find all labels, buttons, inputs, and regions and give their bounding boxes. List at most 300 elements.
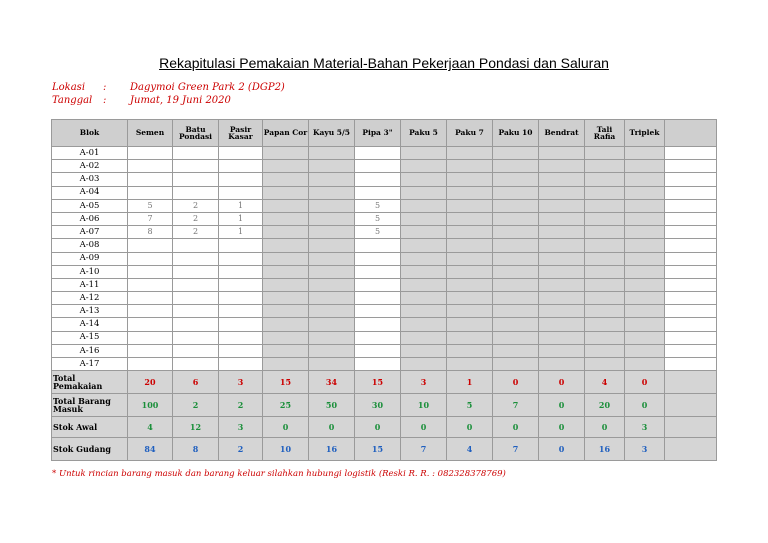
empty-cell xyxy=(665,186,717,199)
empty-cell xyxy=(401,358,447,371)
empty-cell xyxy=(665,239,717,252)
column-header: Tali Rafia xyxy=(585,120,625,147)
empty-cell xyxy=(665,318,717,331)
footnote: * Untuk rincian barang masuk dan barang keluar silahkan hubungi logistik (Reski R. R. : 082328378769) xyxy=(52,469,506,479)
empty-cell xyxy=(401,199,447,212)
empty-cell xyxy=(665,252,717,265)
empty-cell xyxy=(263,344,309,357)
empty-cell xyxy=(263,173,309,186)
cell-semen xyxy=(128,173,173,186)
summary-value: 30 xyxy=(355,394,401,417)
empty-cell xyxy=(401,239,447,252)
cell-pasir xyxy=(219,358,263,371)
summary-value: 2 xyxy=(219,394,263,417)
table-row xyxy=(52,252,717,265)
empty-cell xyxy=(539,305,585,318)
page-title: Rekapitulasi Pemakaian Material-Bahan Pekerjaan Pondasi dan Saluran xyxy=(159,55,609,71)
empty-cell xyxy=(401,252,447,265)
cell-batu: 2 xyxy=(173,226,219,239)
empty-cell xyxy=(447,278,493,291)
empty-cell xyxy=(309,278,355,291)
summary-value: 0 xyxy=(539,417,585,438)
empty-cell xyxy=(539,344,585,357)
empty-cell xyxy=(539,265,585,278)
summary-value: 5 xyxy=(447,394,493,417)
cell-blok: A-17 xyxy=(52,358,128,371)
empty-cell xyxy=(625,252,665,265)
empty-cell xyxy=(493,252,539,265)
table-row xyxy=(52,265,717,278)
empty-cell xyxy=(493,265,539,278)
column-header: Paku 7 xyxy=(447,120,493,147)
cell-pipa xyxy=(355,160,401,173)
cell-batu xyxy=(173,186,219,199)
cell-blok: A-02 xyxy=(52,160,128,173)
cell-pasir: 1 xyxy=(219,212,263,225)
column-header: Papan Cor xyxy=(263,120,309,147)
summary-value: 6 xyxy=(173,371,219,394)
summary-value: 0 xyxy=(539,438,585,461)
cell-semen xyxy=(128,344,173,357)
empty-cell xyxy=(539,147,585,160)
empty-cell xyxy=(665,212,717,225)
empty-cell xyxy=(309,318,355,331)
column-header: Blok xyxy=(52,120,128,147)
table-row xyxy=(52,186,717,199)
empty-cell xyxy=(585,147,625,160)
empty-cell xyxy=(625,292,665,305)
cell-pasir: 1 xyxy=(219,199,263,212)
cell-batu xyxy=(173,318,219,331)
empty-cell xyxy=(401,305,447,318)
cell-semen xyxy=(128,265,173,278)
empty-cell xyxy=(401,265,447,278)
empty-cell xyxy=(625,186,665,199)
empty-cell xyxy=(585,344,625,357)
empty-cell xyxy=(263,305,309,318)
summary-value: 4 xyxy=(128,417,173,438)
empty-cell xyxy=(665,371,717,394)
empty-cell xyxy=(447,160,493,173)
empty-cell xyxy=(309,160,355,173)
empty-cell xyxy=(665,160,717,173)
summary-value: 34 xyxy=(309,371,355,394)
empty-cell xyxy=(625,305,665,318)
table-row xyxy=(52,331,717,344)
empty-cell xyxy=(401,147,447,160)
empty-cell xyxy=(493,278,539,291)
empty-cell xyxy=(493,212,539,225)
empty-cell xyxy=(309,226,355,239)
summary-value: 0 xyxy=(539,371,585,394)
cell-pipa: 5 xyxy=(355,199,401,212)
summary-value: 3 xyxy=(219,371,263,394)
empty-cell xyxy=(263,160,309,173)
empty-cell xyxy=(585,173,625,186)
summary-value: 0 xyxy=(447,417,493,438)
empty-cell xyxy=(401,331,447,344)
cell-blok: A-04 xyxy=(52,186,128,199)
cell-semen xyxy=(128,331,173,344)
tanggal-separator: : xyxy=(103,95,107,106)
empty-cell xyxy=(665,147,717,160)
cell-pasir xyxy=(219,318,263,331)
empty-cell xyxy=(625,358,665,371)
summary-value: 50 xyxy=(309,394,355,417)
cell-blok: A-14 xyxy=(52,318,128,331)
empty-cell xyxy=(585,199,625,212)
empty-cell xyxy=(263,239,309,252)
cell-blok: A-12 xyxy=(52,292,128,305)
cell-pipa xyxy=(355,318,401,331)
cell-pipa xyxy=(355,305,401,318)
summary-label: Stok Awal xyxy=(52,417,128,438)
cell-batu xyxy=(173,173,219,186)
summary-value: 2 xyxy=(173,394,219,417)
summary-value: 15 xyxy=(263,371,309,394)
empty-cell xyxy=(625,278,665,291)
empty-cell xyxy=(585,358,625,371)
empty-cell xyxy=(263,331,309,344)
empty-cell xyxy=(493,358,539,371)
summary-value: 100 xyxy=(128,394,173,417)
lokasi-value: Dagymoi Green Park 2 (DGP2) xyxy=(130,82,285,93)
summary-value: 4 xyxy=(447,438,493,461)
summary-value: 7 xyxy=(493,438,539,461)
summary-row xyxy=(52,371,717,394)
summary-value: 2 xyxy=(219,438,263,461)
empty-cell xyxy=(309,344,355,357)
empty-cell xyxy=(309,147,355,160)
cell-semen: 8 xyxy=(128,226,173,239)
cell-blok: A-13 xyxy=(52,305,128,318)
summary-row xyxy=(52,438,717,461)
empty-cell xyxy=(447,173,493,186)
header-row xyxy=(52,120,717,147)
summary-value: 15 xyxy=(355,371,401,394)
empty-cell xyxy=(625,160,665,173)
cell-pasir xyxy=(219,239,263,252)
empty-cell xyxy=(493,186,539,199)
empty-cell xyxy=(493,292,539,305)
cell-pipa xyxy=(355,331,401,344)
summary-value: 3 xyxy=(219,417,263,438)
empty-cell xyxy=(665,292,717,305)
summary-value: 3 xyxy=(625,417,665,438)
empty-cell xyxy=(263,226,309,239)
table-row xyxy=(52,318,717,331)
cell-batu xyxy=(173,239,219,252)
cell-pasir xyxy=(219,292,263,305)
column-header: Pipa 3" xyxy=(355,120,401,147)
cell-pipa xyxy=(355,292,401,305)
empty-cell xyxy=(263,252,309,265)
empty-cell xyxy=(263,292,309,305)
summary-value: 15 xyxy=(355,438,401,461)
column-header: Batu Pondasi xyxy=(173,120,219,147)
cell-blok: A-10 xyxy=(52,265,128,278)
empty-cell xyxy=(309,331,355,344)
empty-cell xyxy=(447,199,493,212)
empty-cell xyxy=(585,305,625,318)
empty-cell xyxy=(447,292,493,305)
table-row xyxy=(52,212,717,225)
empty-cell xyxy=(493,331,539,344)
empty-cell xyxy=(263,318,309,331)
empty-cell xyxy=(539,226,585,239)
empty-cell xyxy=(585,160,625,173)
cell-pipa xyxy=(355,147,401,160)
cell-pasir: 1 xyxy=(219,226,263,239)
empty-cell xyxy=(401,226,447,239)
table-row xyxy=(52,199,717,212)
empty-cell xyxy=(263,199,309,212)
column-header xyxy=(665,120,717,147)
empty-cell xyxy=(665,278,717,291)
summary-value: 0 xyxy=(585,417,625,438)
summary-value: 7 xyxy=(493,394,539,417)
cell-pipa xyxy=(355,252,401,265)
empty-cell xyxy=(493,318,539,331)
empty-cell xyxy=(447,318,493,331)
cell-batu xyxy=(173,305,219,318)
lokasi-label: Lokasi xyxy=(52,82,86,93)
empty-cell xyxy=(625,173,665,186)
empty-cell xyxy=(447,358,493,371)
cell-semen xyxy=(128,318,173,331)
empty-cell xyxy=(309,252,355,265)
cell-pasir xyxy=(219,173,263,186)
cell-semen: 7 xyxy=(128,212,173,225)
summary-value: 0 xyxy=(493,371,539,394)
cell-semen xyxy=(128,160,173,173)
empty-cell xyxy=(493,226,539,239)
empty-cell xyxy=(447,305,493,318)
summary-value: 12 xyxy=(173,417,219,438)
cell-pasir xyxy=(219,147,263,160)
empty-cell xyxy=(539,239,585,252)
empty-cell xyxy=(539,212,585,225)
summary-row xyxy=(52,394,717,417)
empty-cell xyxy=(585,239,625,252)
empty-cell xyxy=(263,212,309,225)
empty-cell xyxy=(309,358,355,371)
empty-cell xyxy=(665,394,717,417)
empty-cell xyxy=(625,265,665,278)
summary-value: 20 xyxy=(128,371,173,394)
summary-label: Stok Gudang xyxy=(52,438,128,461)
cell-pasir xyxy=(219,344,263,357)
table-row xyxy=(52,160,717,173)
cell-pasir xyxy=(219,160,263,173)
cell-pasir xyxy=(219,278,263,291)
summary-value: 10 xyxy=(401,394,447,417)
empty-cell xyxy=(665,438,717,461)
cell-blok: A-11 xyxy=(52,278,128,291)
cell-batu xyxy=(173,344,219,357)
cell-batu xyxy=(173,331,219,344)
empty-cell xyxy=(585,318,625,331)
cell-blok: A-09 xyxy=(52,252,128,265)
empty-cell xyxy=(625,239,665,252)
empty-cell xyxy=(447,147,493,160)
cell-pipa: 5 xyxy=(355,226,401,239)
empty-cell xyxy=(401,278,447,291)
cell-blok: A-01 xyxy=(52,147,128,160)
cell-blok: A-06 xyxy=(52,212,128,225)
empty-cell xyxy=(625,147,665,160)
summary-value: 0 xyxy=(625,394,665,417)
cell-blok: A-05 xyxy=(52,199,128,212)
empty-cell xyxy=(493,199,539,212)
cell-pipa xyxy=(355,265,401,278)
empty-cell xyxy=(309,212,355,225)
empty-cell xyxy=(665,331,717,344)
cell-batu xyxy=(173,292,219,305)
empty-cell xyxy=(447,212,493,225)
summary-value: 20 xyxy=(585,394,625,417)
table-row xyxy=(52,292,717,305)
empty-cell xyxy=(585,186,625,199)
empty-cell xyxy=(539,199,585,212)
empty-cell xyxy=(539,160,585,173)
summary-value: 3 xyxy=(625,438,665,461)
cell-pipa xyxy=(355,278,401,291)
cell-pipa xyxy=(355,344,401,357)
table-row xyxy=(52,173,717,186)
summary-value: 4 xyxy=(585,371,625,394)
empty-cell xyxy=(309,239,355,252)
empty-cell xyxy=(493,160,539,173)
cell-pipa: 5 xyxy=(355,212,401,225)
summary-value: 0 xyxy=(493,417,539,438)
cell-semen xyxy=(128,305,173,318)
empty-cell xyxy=(625,199,665,212)
cell-pasir xyxy=(219,252,263,265)
summary-value: 1 xyxy=(447,371,493,394)
column-header: Semen xyxy=(128,120,173,147)
cell-pasir xyxy=(219,305,263,318)
empty-cell xyxy=(401,318,447,331)
summary-label: Total Pemakaian xyxy=(52,371,128,394)
empty-cell xyxy=(309,173,355,186)
empty-cell xyxy=(493,173,539,186)
lokasi-separator: : xyxy=(103,82,107,93)
cell-semen xyxy=(128,292,173,305)
table-row xyxy=(52,147,717,160)
cell-pasir xyxy=(219,331,263,344)
empty-cell xyxy=(309,265,355,278)
empty-cell xyxy=(263,265,309,278)
table-row xyxy=(52,278,717,291)
summary-value: 8 xyxy=(173,438,219,461)
empty-cell xyxy=(401,160,447,173)
summary-value: 0 xyxy=(309,417,355,438)
summary-value: 16 xyxy=(309,438,355,461)
cell-batu xyxy=(173,160,219,173)
empty-cell xyxy=(263,186,309,199)
empty-cell xyxy=(447,252,493,265)
empty-cell xyxy=(401,186,447,199)
tanggal-label: Tanggal xyxy=(52,95,93,106)
summary-value: 84 xyxy=(128,438,173,461)
summary-value: 7 xyxy=(401,438,447,461)
summary-row xyxy=(52,417,717,438)
empty-cell xyxy=(665,417,717,438)
empty-cell xyxy=(665,344,717,357)
cell-pipa xyxy=(355,186,401,199)
empty-cell xyxy=(665,173,717,186)
cell-semen xyxy=(128,239,173,252)
empty-cell xyxy=(585,331,625,344)
cell-pasir xyxy=(219,265,263,278)
empty-cell xyxy=(585,278,625,291)
cell-pasir xyxy=(219,186,263,199)
empty-cell xyxy=(493,239,539,252)
summary-value: 0 xyxy=(625,371,665,394)
cell-semen xyxy=(128,147,173,160)
empty-cell xyxy=(263,147,309,160)
empty-cell xyxy=(493,147,539,160)
table-row xyxy=(52,305,717,318)
empty-cell xyxy=(665,305,717,318)
empty-cell xyxy=(401,292,447,305)
summary-value: 10 xyxy=(263,438,309,461)
empty-cell xyxy=(539,186,585,199)
empty-cell xyxy=(539,331,585,344)
empty-cell xyxy=(625,331,665,344)
empty-cell xyxy=(447,344,493,357)
empty-cell xyxy=(625,344,665,357)
column-header: Kayu 5/5 xyxy=(309,120,355,147)
empty-cell xyxy=(447,226,493,239)
cell-semen xyxy=(128,186,173,199)
empty-cell xyxy=(401,212,447,225)
cell-batu xyxy=(173,147,219,160)
empty-cell xyxy=(539,278,585,291)
cell-blok: A-15 xyxy=(52,331,128,344)
material-table xyxy=(51,119,717,461)
empty-cell xyxy=(447,265,493,278)
table-row xyxy=(52,344,717,357)
cell-batu xyxy=(173,252,219,265)
cell-batu: 2 xyxy=(173,212,219,225)
cell-batu xyxy=(173,265,219,278)
summary-value: 16 xyxy=(585,438,625,461)
empty-cell xyxy=(309,292,355,305)
empty-cell xyxy=(309,186,355,199)
empty-cell xyxy=(309,199,355,212)
empty-cell xyxy=(309,305,355,318)
empty-cell xyxy=(539,173,585,186)
cell-blok: A-16 xyxy=(52,344,128,357)
cell-semen xyxy=(128,252,173,265)
empty-cell xyxy=(665,265,717,278)
empty-cell xyxy=(585,212,625,225)
empty-cell xyxy=(263,358,309,371)
empty-cell xyxy=(539,318,585,331)
column-header: Bendrat xyxy=(539,120,585,147)
cell-semen xyxy=(128,358,173,371)
cell-blok: A-03 xyxy=(52,173,128,186)
table-row xyxy=(52,226,717,239)
table-row xyxy=(52,358,717,371)
column-header: Paku 10 xyxy=(493,120,539,147)
table-row xyxy=(52,239,717,252)
cell-pipa xyxy=(355,173,401,186)
empty-cell xyxy=(401,344,447,357)
column-header: Paku 5 xyxy=(401,120,447,147)
